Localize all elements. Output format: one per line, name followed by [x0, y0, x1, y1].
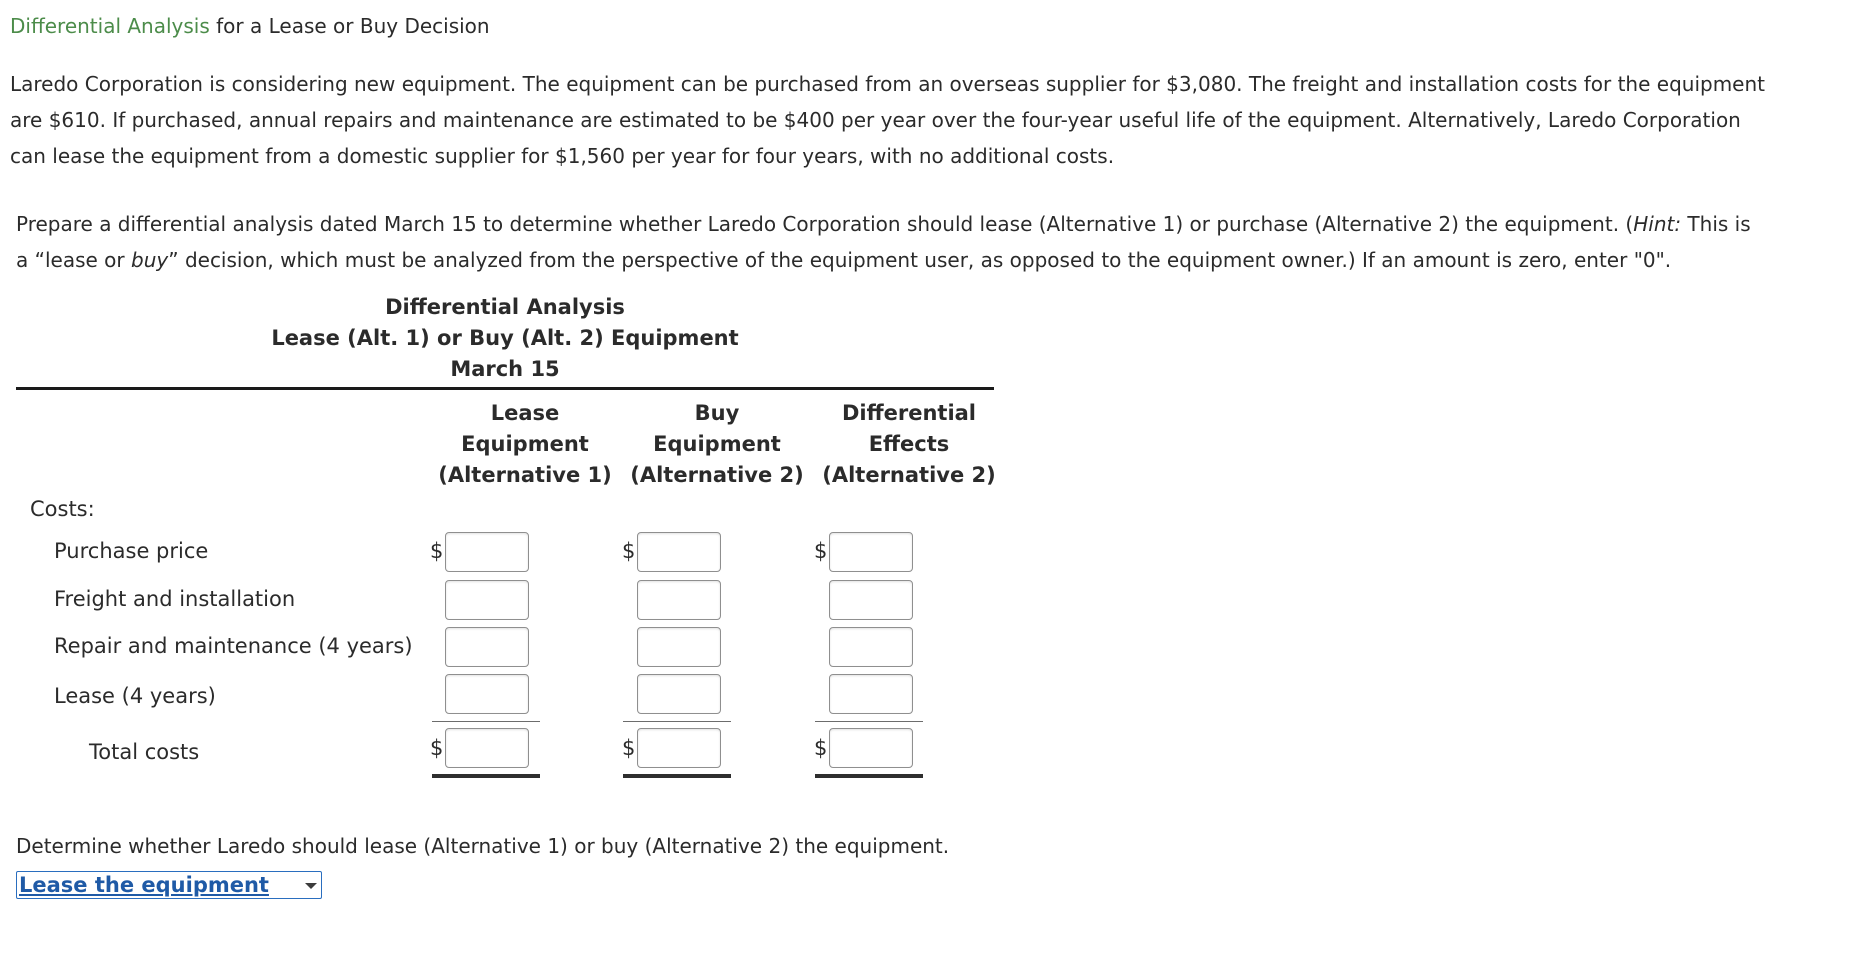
freight-buy-input[interactable] [637, 580, 721, 620]
title-link: Differential Analysis [10, 14, 210, 38]
dollar-sign: $ [814, 736, 828, 760]
row-label-purchase-price: Purchase price [54, 539, 209, 563]
instruction-line-2 [16, 242, 1751, 278]
column-header-line: (Alternative 1) [438, 463, 612, 487]
chevron-down-icon [305, 883, 317, 889]
problem-line-3: can lease the equipment from a domestic supplier for $1,560 per year for four years, with no additional costs. [10, 144, 1115, 168]
row-label-total-costs: Total costs [89, 740, 200, 764]
column-header-differential [813, 398, 1005, 491]
column-header-line: Lease [490, 401, 560, 425]
dollar-sign: $ [622, 539, 636, 563]
dollar-sign: $ [622, 736, 636, 760]
freight-lease-input[interactable] [445, 580, 529, 620]
problem-statement [10, 66, 1765, 174]
table-top-rule [16, 387, 994, 390]
dollar-sign: $ [430, 736, 444, 760]
purchase-price-buy-input[interactable] [637, 532, 721, 572]
total-differential-input[interactable] [829, 728, 913, 768]
instruction-line-1 [16, 206, 1751, 242]
repair-differential-input[interactable] [829, 627, 913, 667]
double-underline [815, 774, 923, 778]
double-underline [623, 774, 731, 778]
total-lease-input[interactable] [445, 728, 529, 768]
title-rest: for a Lease or Buy Decision [209, 14, 490, 38]
column-header-buy [621, 398, 813, 491]
problem-line-2: are $610. If purchased, annual repairs and maintenance are estimated to be $400 per year over the four-year useful life of the equipment. Alternatively, Laredo Corporation [10, 108, 1741, 132]
hint-label: Hint: [1633, 212, 1682, 236]
decision-dropdown[interactable] [16, 871, 322, 899]
freight-differential-input[interactable] [829, 580, 913, 620]
subtotal-line [432, 721, 540, 722]
purchase-price-lease-input[interactable] [445, 532, 529, 572]
table-heading-title: Differential Analysis [385, 295, 625, 319]
row-label-lease: Lease (4 years) [54, 684, 216, 708]
dollar-sign: $ [814, 539, 828, 563]
column-header-line: Equipment [653, 432, 781, 456]
instruction-text-d: ” decision, which must be analyzed from the perspective of the equipment user, as opposed to the equipment owner.) If an amount is zero, enter "0". [168, 248, 1672, 272]
lease-lease-input[interactable] [445, 674, 529, 714]
page-title [10, 14, 490, 38]
decision-question: Determine whether Laredo should lease (Alternative 1) or buy (Alternative 2) the equipment. [16, 834, 950, 858]
column-header-line: (Alternative 2) [822, 463, 996, 487]
subtotal-line [623, 721, 731, 722]
instruction-text-a: Prepare a differential analysis dated March 15 to determine whether Laredo Corporation should lease (Alternative 1) or purchase (Alternative 2) the equipment. ( [16, 212, 1634, 236]
repair-lease-input[interactable] [445, 627, 529, 667]
problem-line-1: Laredo Corporation is considering new equipment. The equipment can be purchased from an overseas supplier for $3,080. The freight and installation costs for the equipment [10, 72, 1765, 96]
instruction [16, 206, 1751, 278]
instruction-text-b: This is [1681, 212, 1751, 236]
column-header-line: Equipment [461, 432, 589, 456]
double-underline [432, 774, 540, 778]
decision-selected-value: Lease the equipment [19, 873, 269, 897]
column-header-line: Differential [841, 401, 977, 425]
column-header-line: Buy [694, 401, 740, 425]
subtotal-line [815, 721, 923, 722]
dollar-sign: $ [430, 539, 444, 563]
lease-differential-input[interactable] [829, 674, 913, 714]
column-header-line: (Alternative 2) [630, 463, 804, 487]
row-label-freight: Freight and installation [54, 587, 296, 611]
lease-buy-input[interactable] [637, 674, 721, 714]
purchase-price-differential-input[interactable] [829, 532, 913, 572]
costs-section-label: Costs: [30, 497, 95, 521]
column-header-lease [429, 398, 621, 491]
table-heading-date: March 15 [450, 357, 560, 381]
buy-emphasis: buy [131, 248, 169, 272]
instruction-text-c: a “lease or [16, 248, 131, 272]
repair-buy-input[interactable] [637, 627, 721, 667]
row-label-repair-maintenance: Repair and maintenance (4 years) [54, 634, 413, 658]
total-buy-input[interactable] [637, 728, 721, 768]
table-heading-subtitle: Lease (Alt. 1) or Buy (Alt. 2) Equipment [271, 326, 739, 350]
table-heading [16, 292, 994, 385]
column-header-line: Effects [868, 432, 950, 456]
